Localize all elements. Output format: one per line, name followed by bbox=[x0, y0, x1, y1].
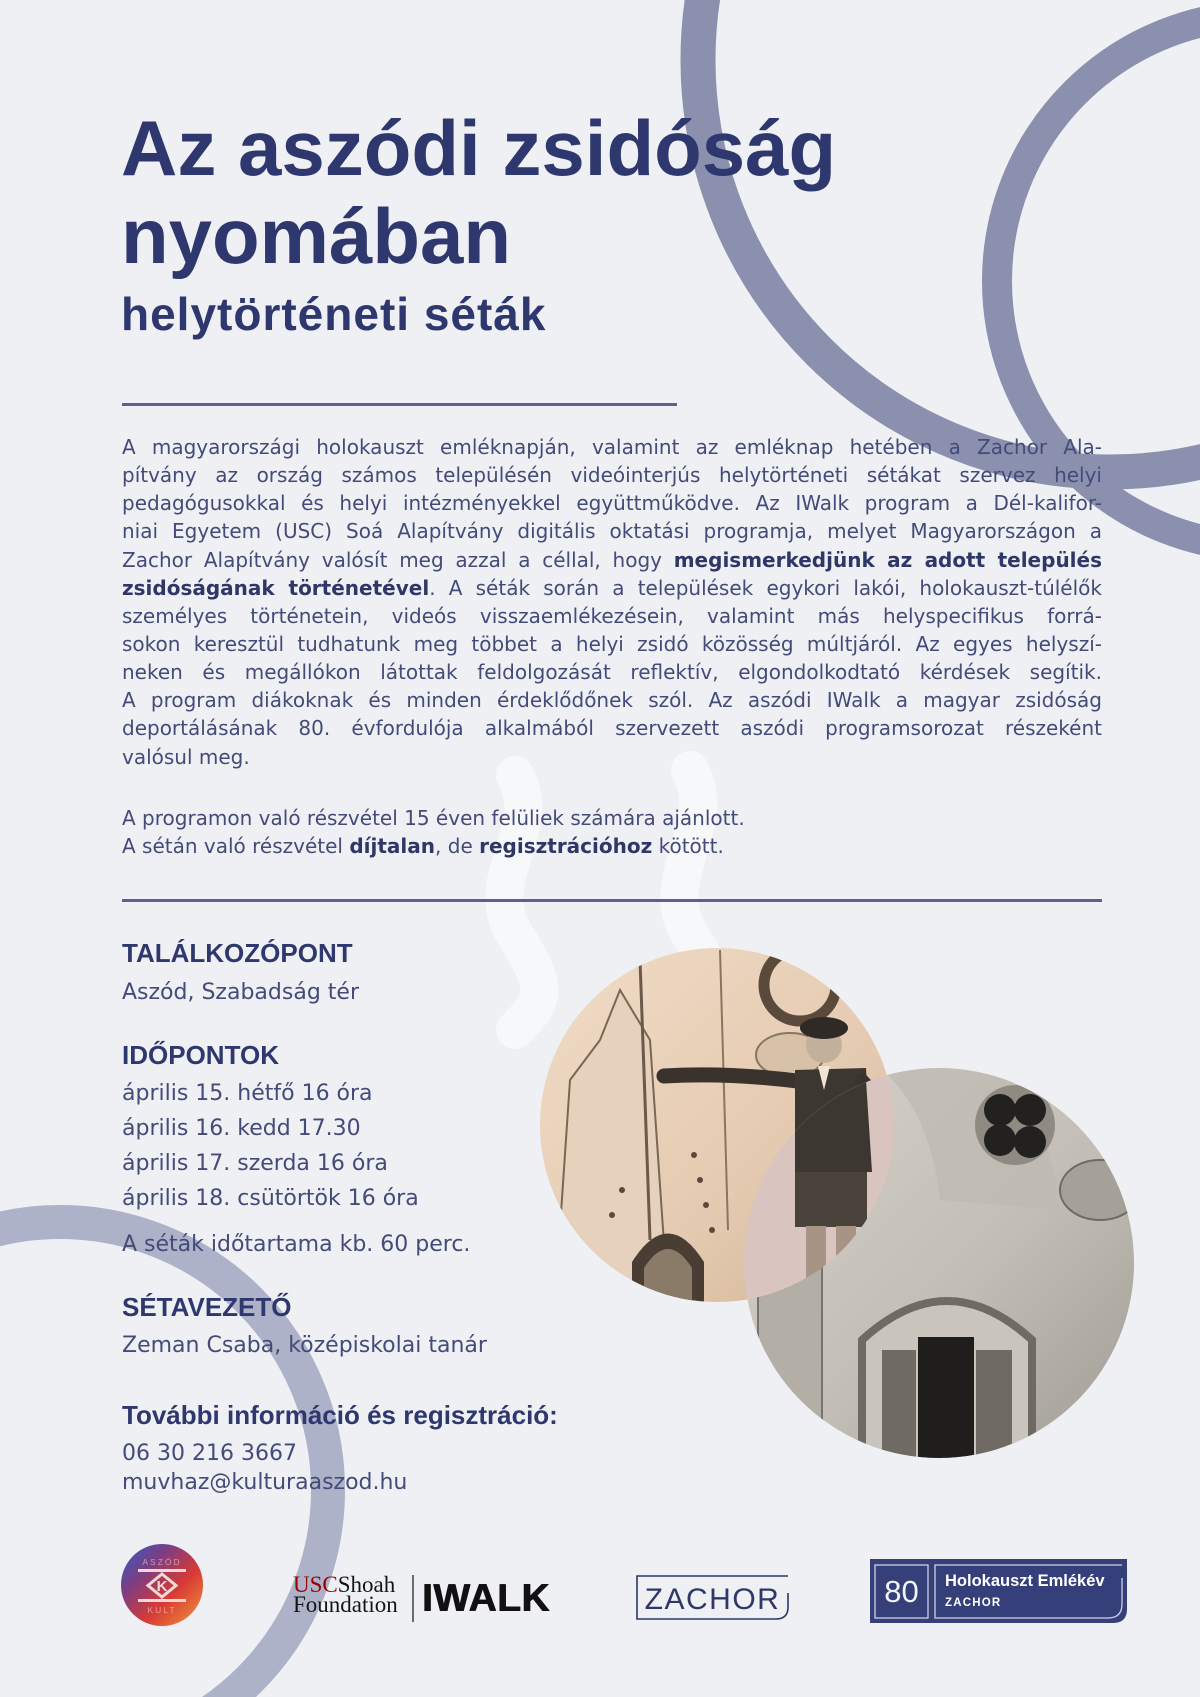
text-run: kötött. bbox=[652, 834, 724, 858]
badge-org: ZACHOR bbox=[945, 1597, 1002, 1609]
intro-line bbox=[122, 517, 1102, 545]
text-run: személyes történetein, videós visszaemlékezésein, valamint más helyspecifikus forrá- bbox=[122, 603, 1102, 628]
text-run: A programon való részvétel 15 éven felüliek számára ajánlott. bbox=[122, 806, 745, 830]
divider-middle bbox=[122, 899, 1102, 902]
aszod-kult-logo bbox=[121, 1544, 203, 1626]
text-run: A program diákoknak és minden érdeklődőnek szól. Az aszódi IWalk a magyar zsidóság bbox=[122, 688, 1102, 713]
text-run: , de bbox=[435, 834, 480, 858]
text-run: valósul meg. bbox=[122, 744, 250, 769]
notes-line bbox=[122, 832, 1102, 860]
usc-foundation-wordmark: Foundation bbox=[293, 1592, 398, 1617]
intro-line bbox=[122, 630, 1102, 658]
title-line-1: Az aszódi zsidóság bbox=[121, 104, 837, 192]
bold-text-run: regisztrációhoz bbox=[479, 834, 653, 858]
intro-line bbox=[122, 714, 1102, 742]
text-run: . A séták során a települések egykori lakói, holokauszt-túlélők bbox=[429, 575, 1102, 600]
dome bbox=[1060, 1160, 1140, 1220]
shoah-wordmark: Shoah bbox=[337, 1572, 396, 1597]
text-run: A magyarországi holokauszt emléknapján, valamint az emléknap hetében a Zachor Ala- bbox=[122, 435, 1102, 459]
schedule-date: április 18. csütörtök 16 óra bbox=[122, 1186, 419, 1211]
guide-heading: SÉTAVEZETŐ bbox=[122, 1292, 292, 1322]
intro-line bbox=[122, 433, 1102, 461]
badge-number: 80 bbox=[884, 1574, 919, 1609]
zachor-logo: ZACHOR bbox=[644, 1583, 781, 1616]
logo-divider bbox=[412, 1575, 414, 1622]
quatrefoil-window bbox=[975, 1085, 1055, 1165]
meeting-point-heading: TALÁLKOZÓPONT bbox=[122, 938, 353, 968]
text-run: sokon keresztül tudhatunk meg többet a helyi zsidó közösség múltjáról. Az egyes helyszí- bbox=[122, 631, 1102, 656]
text-run: Zachor Alapítvány valósít meg azzal a céllal, hogy bbox=[122, 547, 674, 572]
intro-line bbox=[122, 489, 1102, 517]
participation-notes bbox=[122, 804, 1102, 860]
aszod-logo-letter: K bbox=[156, 1578, 168, 1595]
intro-line bbox=[122, 574, 1102, 602]
aszod-logo-top-text: ASZÓD bbox=[142, 1557, 182, 1567]
divider-top bbox=[122, 403, 677, 406]
intro-line bbox=[122, 546, 1102, 574]
iwalk-logo: IWALK bbox=[422, 1577, 551, 1620]
aszod-logo-bottom-text: KULT bbox=[147, 1605, 177, 1615]
contact-phone: 06 30 216 3667 bbox=[122, 1441, 297, 1466]
title-line-2: nyomában bbox=[121, 192, 512, 280]
schedule-heading: IDŐPONTOK bbox=[122, 1040, 279, 1070]
text-run: niai Egyetem (USC) Soá Alapítvány digitális oktatási programja, melyet Magyarországon a bbox=[122, 519, 1102, 544]
contact-heading: További információ és regisztráció: bbox=[122, 1400, 558, 1430]
subtitle: helytörténeti séták bbox=[121, 288, 547, 340]
intro-line bbox=[122, 461, 1102, 489]
walk-duration: A séták időtartama kb. 60 perc. bbox=[122, 1232, 471, 1257]
text-run: deportálásának 80. évfordulója alkalmából szervezett aszódi programsorozat részeként bbox=[122, 716, 1102, 741]
bold-text-run: megismerkedjünk az adott település bbox=[673, 547, 1103, 572]
intro-line bbox=[122, 602, 1102, 630]
text-run: pítvány az ország számos településén videóinterjús helytörténeti sétákat szervez helyi bbox=[122, 463, 1102, 488]
intro-line bbox=[122, 658, 1102, 686]
notes-line bbox=[122, 804, 1102, 832]
entrance-door bbox=[918, 1337, 974, 1462]
intro-line bbox=[122, 686, 1102, 714]
bold-text-run: díjtalan bbox=[349, 834, 436, 858]
text-run: A sétán való részvétel bbox=[122, 834, 350, 858]
schedule-date: április 17. szerda 16 óra bbox=[122, 1151, 388, 1176]
contact-email: muvhaz@kulturaaszod.hu bbox=[122, 1470, 408, 1495]
text-run: neken és megállókon látottak feldolgozását reflektív, elgondolkodtató kérdések segítik. bbox=[122, 660, 1102, 685]
guide-value: Zeman Csaba, középiskolai tanár bbox=[122, 1333, 487, 1358]
bold-text-run: zsidóságának történetével bbox=[122, 575, 430, 600]
intro-line bbox=[122, 743, 1102, 771]
usc-wordmark: USC bbox=[293, 1572, 338, 1597]
meeting-point-value: Aszód, Szabadság tér bbox=[122, 980, 359, 1005]
badge-title: Holokauszt Emlékév bbox=[945, 1572, 1105, 1590]
intro-paragraph bbox=[122, 433, 1102, 771]
schedule-date: április 16. kedd 17.30 bbox=[122, 1116, 361, 1141]
text-run: pedagógusokkal és helyi intézményekkel együttműködve. Az IWalk program a Dél-kalifor- bbox=[122, 491, 1102, 516]
schedule-date: április 15. hétfő 16 óra bbox=[122, 1081, 373, 1106]
